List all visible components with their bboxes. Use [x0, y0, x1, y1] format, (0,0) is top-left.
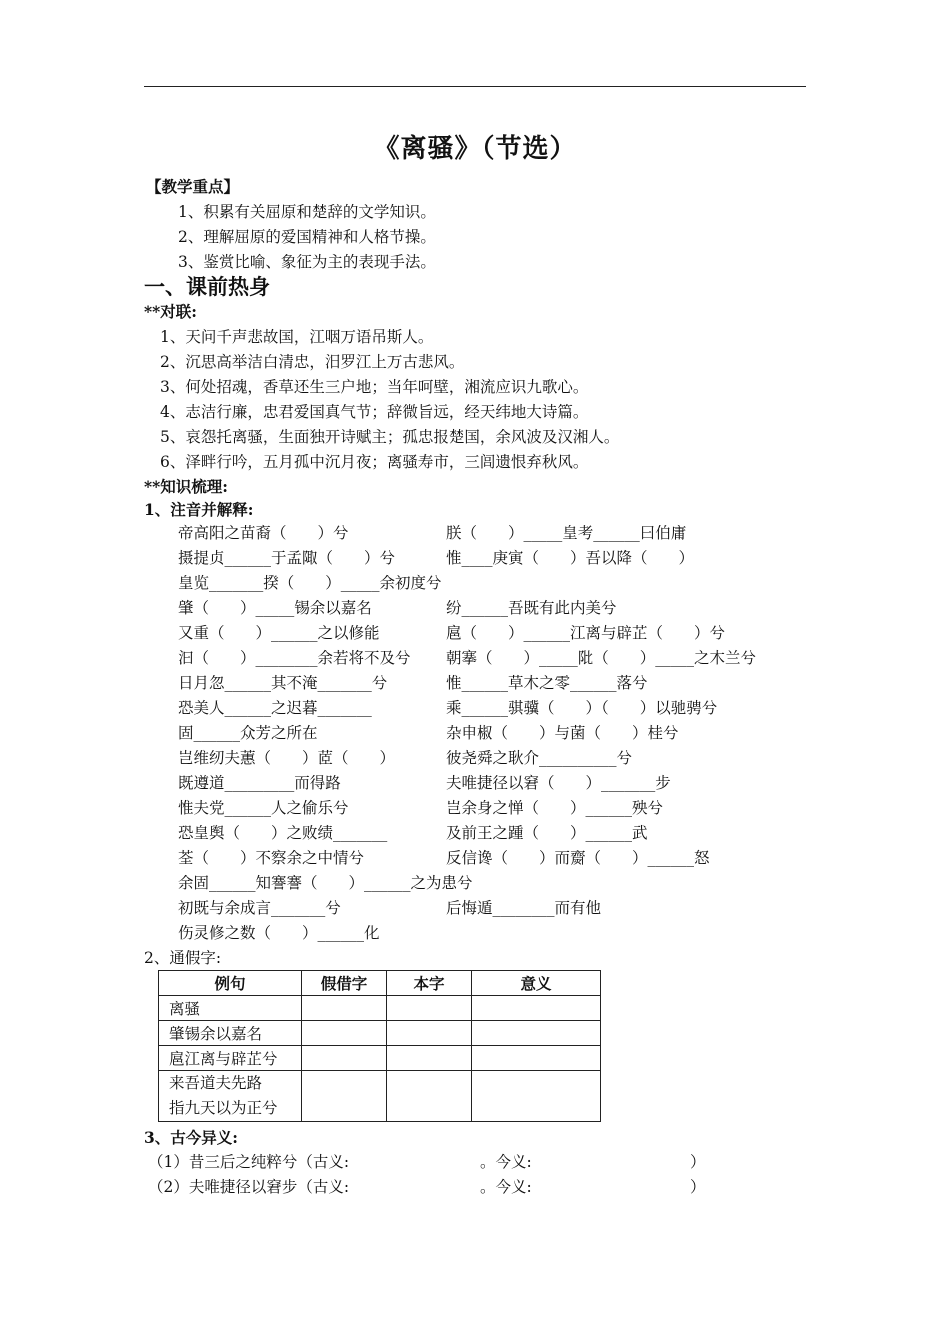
- table-row: [159, 1021, 601, 1046]
- couplet-item: 5、哀怨托离骚，生面独开诗赋主；孤忠报楚国，余风波及汉湘人。: [160, 428, 620, 446]
- phonetic-right: 朕（ ）_____皇考______曰伯庸: [446, 524, 687, 542]
- phonetic-left: 又重（ ）______之以修能: [178, 624, 380, 642]
- couplet-item: 4、志洁行廉，忠君爱国真气节；辞微旨远，经天纬地大诗篇。: [160, 403, 589, 421]
- phonetic-left: 初既与余成言_______兮: [178, 899, 341, 917]
- phonetic-right: 后悔遁________而有他: [446, 899, 602, 917]
- phonetic-left: 既遵道_________而得路: [178, 774, 341, 792]
- gujin-heading: 3、古今异义:: [144, 1128, 239, 1147]
- tongjia-table: [158, 970, 601, 1122]
- gujin-item-text: （2）夫唯捷径以窘步（古义:: [148, 1178, 350, 1196]
- table-header: 本字: [387, 971, 472, 996]
- phonetic-left: 帝高阳之苗裔（ ）兮: [178, 524, 349, 542]
- phonetic-left: 摄提贞______于孟陬（ ）兮: [178, 549, 396, 567]
- teaching-focus-heading: 【教学重点】: [146, 177, 240, 196]
- table-header: 意义: [472, 971, 601, 996]
- table-cell[interactable]: [302, 1046, 387, 1071]
- example-line: 来吾道夫先路: [169, 1074, 263, 1092]
- table-header: 例句: [159, 971, 302, 996]
- table-cell[interactable]: [302, 1021, 387, 1046]
- phonetic-right: 及前王之踵（ ）______武: [446, 824, 648, 842]
- phonetic-left: 汩（ ）________余若将不及兮: [178, 649, 411, 667]
- phonetic-right: 纷______吾既有此内美兮: [446, 599, 617, 617]
- table-header: 假借字: [302, 971, 387, 996]
- table-cell[interactable]: [472, 1071, 601, 1122]
- table-cell[interactable]: [387, 996, 472, 1021]
- gujin-item-end: ）: [690, 1178, 706, 1196]
- phonetic-left: 余固______知謇謇（ ）______之为患兮: [178, 874, 473, 892]
- couplet-item: 6、泽畔行吟，五月孤中沉月夜；离骚寿市，三闾遗恨弃秋风。: [160, 453, 589, 471]
- phonetic-right: 乘______骐骥（ ）（ ）以驰骋兮: [446, 699, 718, 717]
- phonetic-right: 惟____庚寅（ ）吾以降（ ）: [446, 549, 695, 567]
- couplet-item: 1、天问千声悲故国，江咽万语吊斯人。: [160, 328, 434, 346]
- phonetic-right: 惟______草木之零______落兮: [446, 674, 648, 692]
- phonetic-right: 扈（ ）______江离与辟芷（ ）兮: [446, 624, 726, 642]
- phonetic-left: 恐美人______之迟暮_______: [178, 699, 372, 717]
- gujin-item-mid: 。今义:: [480, 1153, 532, 1171]
- couplet-item: 2、沉思高举洁白清忠，汨罗江上万古悲风。: [160, 353, 465, 371]
- table-cell: 肇锡余以嘉名: [159, 1021, 302, 1046]
- phonetic-left: 岂维纫夫蕙（ ）茝（ ）: [178, 749, 396, 767]
- phonetic-left: 伤灵修之数（ ）______化: [178, 924, 380, 942]
- phonetic-right: 彼尧舜之耿介__________兮: [446, 749, 633, 767]
- focus-item: 3、鉴赏比喻、象征为主的表现手法。: [178, 253, 436, 271]
- couplets-heading: **对联:: [144, 302, 197, 321]
- page-title: 《离骚》（节选）: [373, 134, 577, 164]
- phonetic-right: 夫唯捷径以窘（ ）_______步: [446, 774, 671, 792]
- phonetic-left: 恐皇舆（ ）之败绩_______: [178, 824, 388, 842]
- table-cell[interactable]: [387, 1021, 472, 1046]
- table-cell: 扈江离与辟芷兮: [159, 1046, 302, 1071]
- phonetic-right: 朝搴（ ）_____阰（ ）_____之木兰兮: [446, 649, 757, 667]
- phonetic-right: 杂申椒（ ）与菌（ ）桂兮: [446, 724, 679, 742]
- couplet-item: 3、何处招魂，香草还生三户地；当年呵壁，湘流应识九歌心。: [160, 378, 589, 396]
- focus-item: 1、积累有关屈原和楚辞的文学知识。: [178, 203, 436, 221]
- phonetic-right: 反信谗（ ）而齌（ ）______怒: [446, 849, 710, 867]
- gujin-item-text: （1）昔三后之纯粹兮（古义:: [148, 1153, 350, 1171]
- table-row: [159, 1046, 601, 1071]
- tongjia-heading: 2、通假字:: [144, 949, 222, 967]
- table-cell: [159, 1071, 302, 1122]
- table-cell[interactable]: [472, 1021, 601, 1046]
- example-line: 指九天以为正兮: [169, 1099, 278, 1117]
- phonetic-left: 固______众芳之所在: [178, 724, 318, 742]
- table-cell[interactable]: [302, 1071, 387, 1122]
- header-rule: [144, 86, 806, 87]
- phonetic-left: 惟夫党______人之偷乐兮: [178, 799, 349, 817]
- phonetic-right: 岂余身之惮（ ）______殃兮: [446, 799, 664, 817]
- section-heading: 一、课前热身: [144, 274, 270, 299]
- table-cell[interactable]: [472, 1046, 601, 1071]
- phonetic-left: 日月忽______其不淹_______兮: [178, 674, 388, 692]
- phonetic-left: 荃（ ）不察余之中情兮: [178, 849, 365, 867]
- knowledge-heading: **知识梳理:: [144, 477, 228, 496]
- phonetic-heading: 1、注音并解释:: [144, 500, 254, 519]
- gujin-item-end: ）: [690, 1153, 706, 1171]
- table-cell[interactable]: [387, 1046, 472, 1071]
- table-cell: 离骚: [159, 996, 302, 1021]
- focus-item: 2、理解屈原的爱国精神和人格节操。: [178, 228, 436, 246]
- table-cell[interactable]: [472, 996, 601, 1021]
- gujin-item-mid: 。今义:: [480, 1178, 532, 1196]
- table-row: [159, 996, 601, 1021]
- table-cell[interactable]: [302, 996, 387, 1021]
- table-row: [159, 1071, 601, 1122]
- phonetic-left: 皇览_______揆（ ）_____余初度兮: [178, 574, 442, 592]
- table-cell[interactable]: [387, 1071, 472, 1122]
- phonetic-left: 肇（ ）_____锡余以嘉名: [178, 599, 372, 617]
